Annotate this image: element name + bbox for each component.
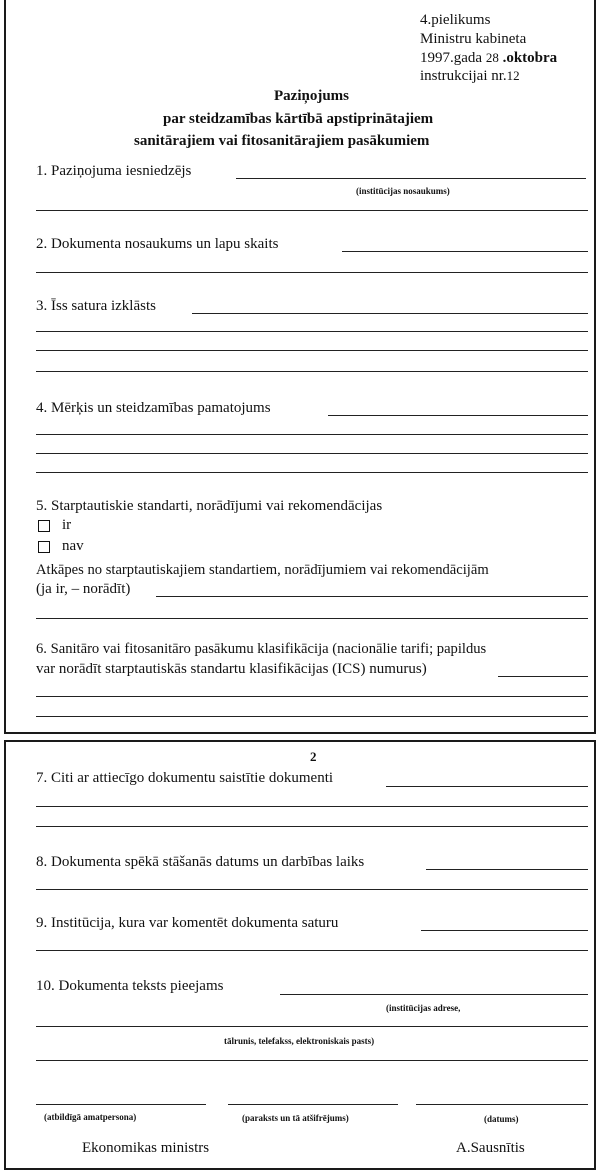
section-2-label: 2. Dokumenta nosaukums un lapu skaits xyxy=(36,236,279,252)
section-8-field[interactable] xyxy=(426,869,588,870)
section-5-label: 5. Starptautiskie standarti, norādījumi vai rekomendācijas xyxy=(36,498,383,514)
page-number: 2 xyxy=(310,749,317,764)
section-8-field-2[interactable] xyxy=(36,889,588,890)
section-7-field[interactable] xyxy=(386,786,588,787)
title-line-1: Paziņojums xyxy=(274,88,349,104)
section-10-hint-2: tālrunis, telefakss, elektroniskais pasts) xyxy=(224,1036,375,1046)
section-1-field-2[interactable] xyxy=(36,210,588,211)
title-line-2: par steidzamības kārtībā apstiprinātajiem xyxy=(163,111,434,127)
section-10-field-2[interactable] xyxy=(36,1026,588,1027)
day-value: 28 xyxy=(485,50,499,65)
deviation-text-2: (ja ir, – norādīt) xyxy=(36,581,131,597)
section-1-hint: (institūcijas nosaukums) xyxy=(356,186,450,196)
checkbox-yes-label: ir xyxy=(62,517,72,533)
year-label: 1997.gada xyxy=(420,50,483,66)
cabinet-label: Ministru kabineta xyxy=(420,31,527,47)
section-7-label: 7. Citi ar attiecīgo dokumentu saistītie dokumenti xyxy=(36,770,334,786)
section-10-hint-1: (institūcijas adrese, xyxy=(386,1003,461,1013)
appendix-label: 4.pielikums xyxy=(420,12,491,28)
minister-name: A.Sausnītis xyxy=(456,1140,525,1156)
title-line-3: sanitārajiem vai fitosanitārajiem pasākumiem xyxy=(134,133,430,149)
instruction-line xyxy=(420,67,520,85)
instruction-number: 12 xyxy=(506,68,520,83)
section-1-label: 1. Paziņojuma iesniedzējs xyxy=(36,163,192,179)
section-4-field-3[interactable] xyxy=(36,453,588,454)
signature-field[interactable] xyxy=(228,1104,398,1105)
section-9-label: 9. Institūcija, kura var komentēt dokumenta saturu xyxy=(36,915,339,931)
checkbox-yes[interactable] xyxy=(38,520,50,532)
section-9-field[interactable] xyxy=(421,930,588,931)
section-8-label: 8. Dokumenta spēkā stāšanās datums un darbības laiks xyxy=(36,854,365,870)
section-3-field-3[interactable] xyxy=(36,350,588,351)
official-hint: (atbildīgā amatpersona) xyxy=(44,1112,137,1122)
section-4-field-2[interactable] xyxy=(36,434,588,435)
section-4-field-4[interactable] xyxy=(36,472,588,473)
section-3-label: 3. Īss satura izklāsts xyxy=(36,298,156,314)
date-line xyxy=(420,49,557,67)
section-3-field-4[interactable] xyxy=(36,371,588,372)
section-9-field-2[interactable] xyxy=(36,950,588,951)
section-6-field-2[interactable] xyxy=(36,696,588,697)
section-2-field[interactable] xyxy=(342,251,588,252)
section-6-line-2: var norādīt starptautiskās standartu klasifikācijas (ICS) numurus) xyxy=(36,661,427,677)
section-4-field[interactable] xyxy=(328,415,588,416)
checkbox-no[interactable] xyxy=(38,541,50,553)
section-10-field[interactable] xyxy=(280,994,588,995)
official-field[interactable] xyxy=(36,1104,206,1105)
month-value: .oktobra xyxy=(502,50,558,66)
section-6-field[interactable] xyxy=(498,676,588,677)
section-1-field[interactable] xyxy=(236,178,586,179)
section-10-field-3[interactable] xyxy=(36,1060,588,1061)
form-page-1 xyxy=(4,0,596,734)
deviation-field-2[interactable] xyxy=(36,618,588,619)
date-hint: (datums) xyxy=(484,1114,519,1124)
form-page-2 xyxy=(4,740,596,1170)
minister-title: Ekonomikas ministrs xyxy=(82,1140,210,1156)
instruction-label: instrukcijai nr. xyxy=(420,68,507,84)
section-7-field-2[interactable] xyxy=(36,806,588,807)
section-4-label: 4. Mērķis un steidzamības pamatojums xyxy=(36,400,271,416)
checkbox-no-label: nav xyxy=(62,538,84,554)
date-field[interactable] xyxy=(416,1104,588,1105)
section-10-label: 10. Dokumenta teksts pieejams xyxy=(36,978,224,994)
section-7-field-3[interactable] xyxy=(36,826,588,827)
section-3-field-2[interactable] xyxy=(36,331,588,332)
deviation-text: Atkāpes no starptautiskajiem standartiem, norādījumiem vai rekomendācijām xyxy=(36,562,489,578)
section-6-line-1: 6. Sanitāro vai fitosanitāro pasākumu klasifikācija (nacionālie tarifi; papildus xyxy=(36,641,487,657)
section-3-field[interactable] xyxy=(192,313,588,314)
section-2-field-2[interactable] xyxy=(36,272,588,273)
signature-hint: (paraksts un tā atšifrējums) xyxy=(242,1113,349,1123)
deviation-field[interactable] xyxy=(156,596,588,597)
section-6-field-3[interactable] xyxy=(36,716,588,717)
